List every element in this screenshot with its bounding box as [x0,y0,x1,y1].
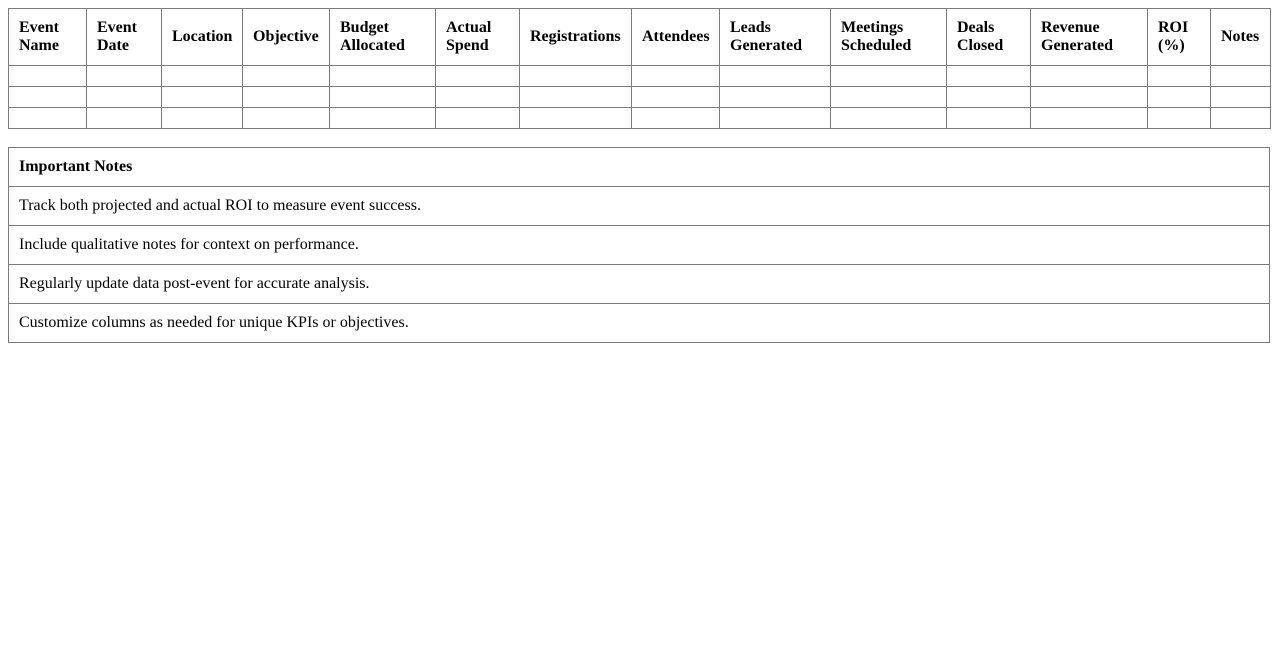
column-header-revenue-generated: Revenue Generated [1031,9,1148,66]
note-row [9,304,1270,343]
table-cell[interactable] [436,108,520,129]
column-header-event-name: Event Name [9,9,87,66]
column-header-actual-spend: Actual Spend [436,9,520,66]
table-row [9,66,1271,87]
table-cell[interactable] [1031,66,1148,87]
table-cell[interactable] [330,66,436,87]
note-item: Track both projected and actual ROI to measure event success. [9,187,1270,226]
table-cell[interactable] [1031,108,1148,129]
table-cell[interactable] [720,66,831,87]
table-cell[interactable] [1148,87,1211,108]
table-cell[interactable] [9,108,87,129]
column-header-deals-closed: Deals Closed [947,9,1031,66]
table-header-row [9,9,1271,66]
column-header-leads-generated: Leads Generated [720,9,831,66]
table-cell[interactable] [520,87,632,108]
table-cell[interactable] [436,66,520,87]
note-row [9,265,1270,304]
table-cell[interactable] [831,87,947,108]
column-header-location: Location [162,9,243,66]
table-cell[interactable] [831,108,947,129]
table-row [9,87,1271,108]
important-notes-table [8,147,1270,343]
table-cell[interactable] [947,87,1031,108]
column-header-registrations: Registrations [520,9,632,66]
table-row [9,108,1271,129]
notes-heading: Important Notes [9,148,1270,187]
table-cell[interactable] [87,87,162,108]
column-header-event-date: Event Date [87,9,162,66]
table-cell[interactable] [1211,108,1271,129]
table-cell[interactable] [720,108,831,129]
table-cell[interactable] [632,66,720,87]
table-cell[interactable] [330,108,436,129]
table-cell[interactable] [162,108,243,129]
note-item: Include qualitative notes for context on performance. [9,226,1270,265]
table-cell[interactable] [520,66,632,87]
note-item: Regularly update data post-event for accurate analysis. [9,265,1270,304]
event-roi-table [8,8,1271,129]
table-cell[interactable] [831,66,947,87]
column-header-roi: ROI (%) [1148,9,1211,66]
table-cell[interactable] [243,66,330,87]
table-cell[interactable] [632,108,720,129]
table-cell[interactable] [947,108,1031,129]
table-cell[interactable] [720,87,831,108]
table-cell[interactable] [9,87,87,108]
column-header-objective: Objective [243,9,330,66]
column-header-meetings-scheduled: Meetings Scheduled [831,9,947,66]
table-body [9,66,1271,129]
table-cell[interactable] [947,66,1031,87]
table-cell[interactable] [9,66,87,87]
table-cell[interactable] [162,66,243,87]
table-cell[interactable] [162,87,243,108]
column-header-notes: Notes [1211,9,1271,66]
table-cell[interactable] [632,87,720,108]
table-cell[interactable] [436,87,520,108]
note-row [9,226,1270,265]
table-cell[interactable] [1031,87,1148,108]
table-cell[interactable] [1148,108,1211,129]
note-item: Customize columns as needed for unique KPIs or objectives. [9,304,1270,343]
table-cell[interactable] [520,108,632,129]
table-cell[interactable] [330,87,436,108]
table-cell[interactable] [243,108,330,129]
table-cell[interactable] [1148,66,1211,87]
notes-heading-row [9,148,1270,187]
table-cell[interactable] [1211,66,1271,87]
table-cell[interactable] [87,66,162,87]
table-cell[interactable] [243,87,330,108]
table-cell[interactable] [87,108,162,129]
table-cell[interactable] [1211,87,1271,108]
column-header-budget-allocated: Budget Allocated [330,9,436,66]
note-row [9,187,1270,226]
column-header-attendees: Attendees [632,9,720,66]
